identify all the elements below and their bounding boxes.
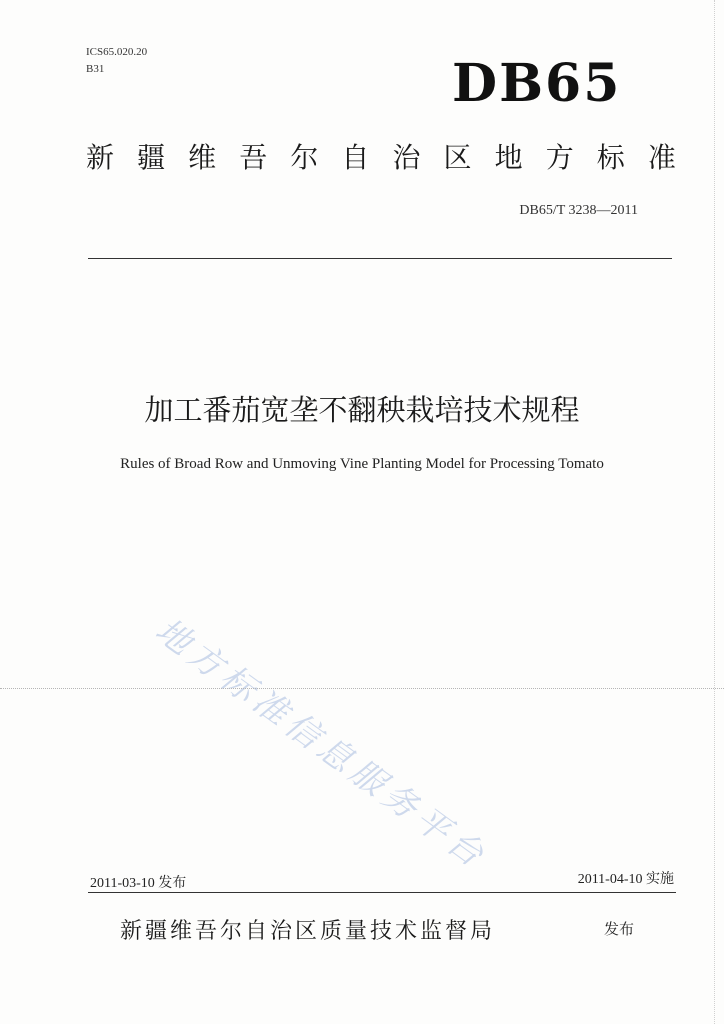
org-title-char: 准 [647, 141, 676, 174]
org-title-char: 吾 [239, 141, 268, 174]
ics-code: ICS65.020.20 [86, 46, 148, 58]
org-title-char: 尔 [290, 141, 319, 174]
org-title-char: 新 [86, 141, 115, 174]
org-title-char: 自 [341, 141, 370, 174]
document-number: DB65/T 3238—2011 [519, 203, 638, 218]
footer-divider [88, 892, 676, 893]
class-code: B31 [86, 63, 105, 75]
standard-logo: DB65 [452, 53, 622, 114]
org-title [86, 140, 676, 176]
org-title-char: 区 [443, 141, 472, 174]
implementation-date: 2011-04-10 实施 [577, 872, 674, 887]
org-title-char: 疆 [137, 141, 166, 174]
org-title-char: 方 [545, 141, 574, 174]
org-title-char: 治 [392, 141, 421, 174]
publisher-name: 新疆维吾尔自治区质量技术监督局 [120, 919, 496, 944]
watermark: 地方标准信息服务平台 [147, 610, 495, 878]
publish-label: 发布 [604, 920, 635, 938]
document-title-english: Rules of Broad Row and Unmoving Vine Planting Model for Processing Tomato [120, 456, 604, 472]
scan-fold-line [0, 688, 724, 689]
issue-date: 2011-03-10 发布 [90, 876, 187, 891]
document-title-chinese: 加工番茄宽垄不翻秧栽培技术规程 [144, 393, 580, 427]
org-title-char: 维 [188, 141, 217, 174]
org-title-char: 地 [494, 141, 523, 174]
classification-codes [86, 44, 147, 78]
scan-edge-line [714, 0, 715, 1024]
org-title-char: 标 [596, 141, 625, 174]
header-divider [88, 258, 672, 259]
